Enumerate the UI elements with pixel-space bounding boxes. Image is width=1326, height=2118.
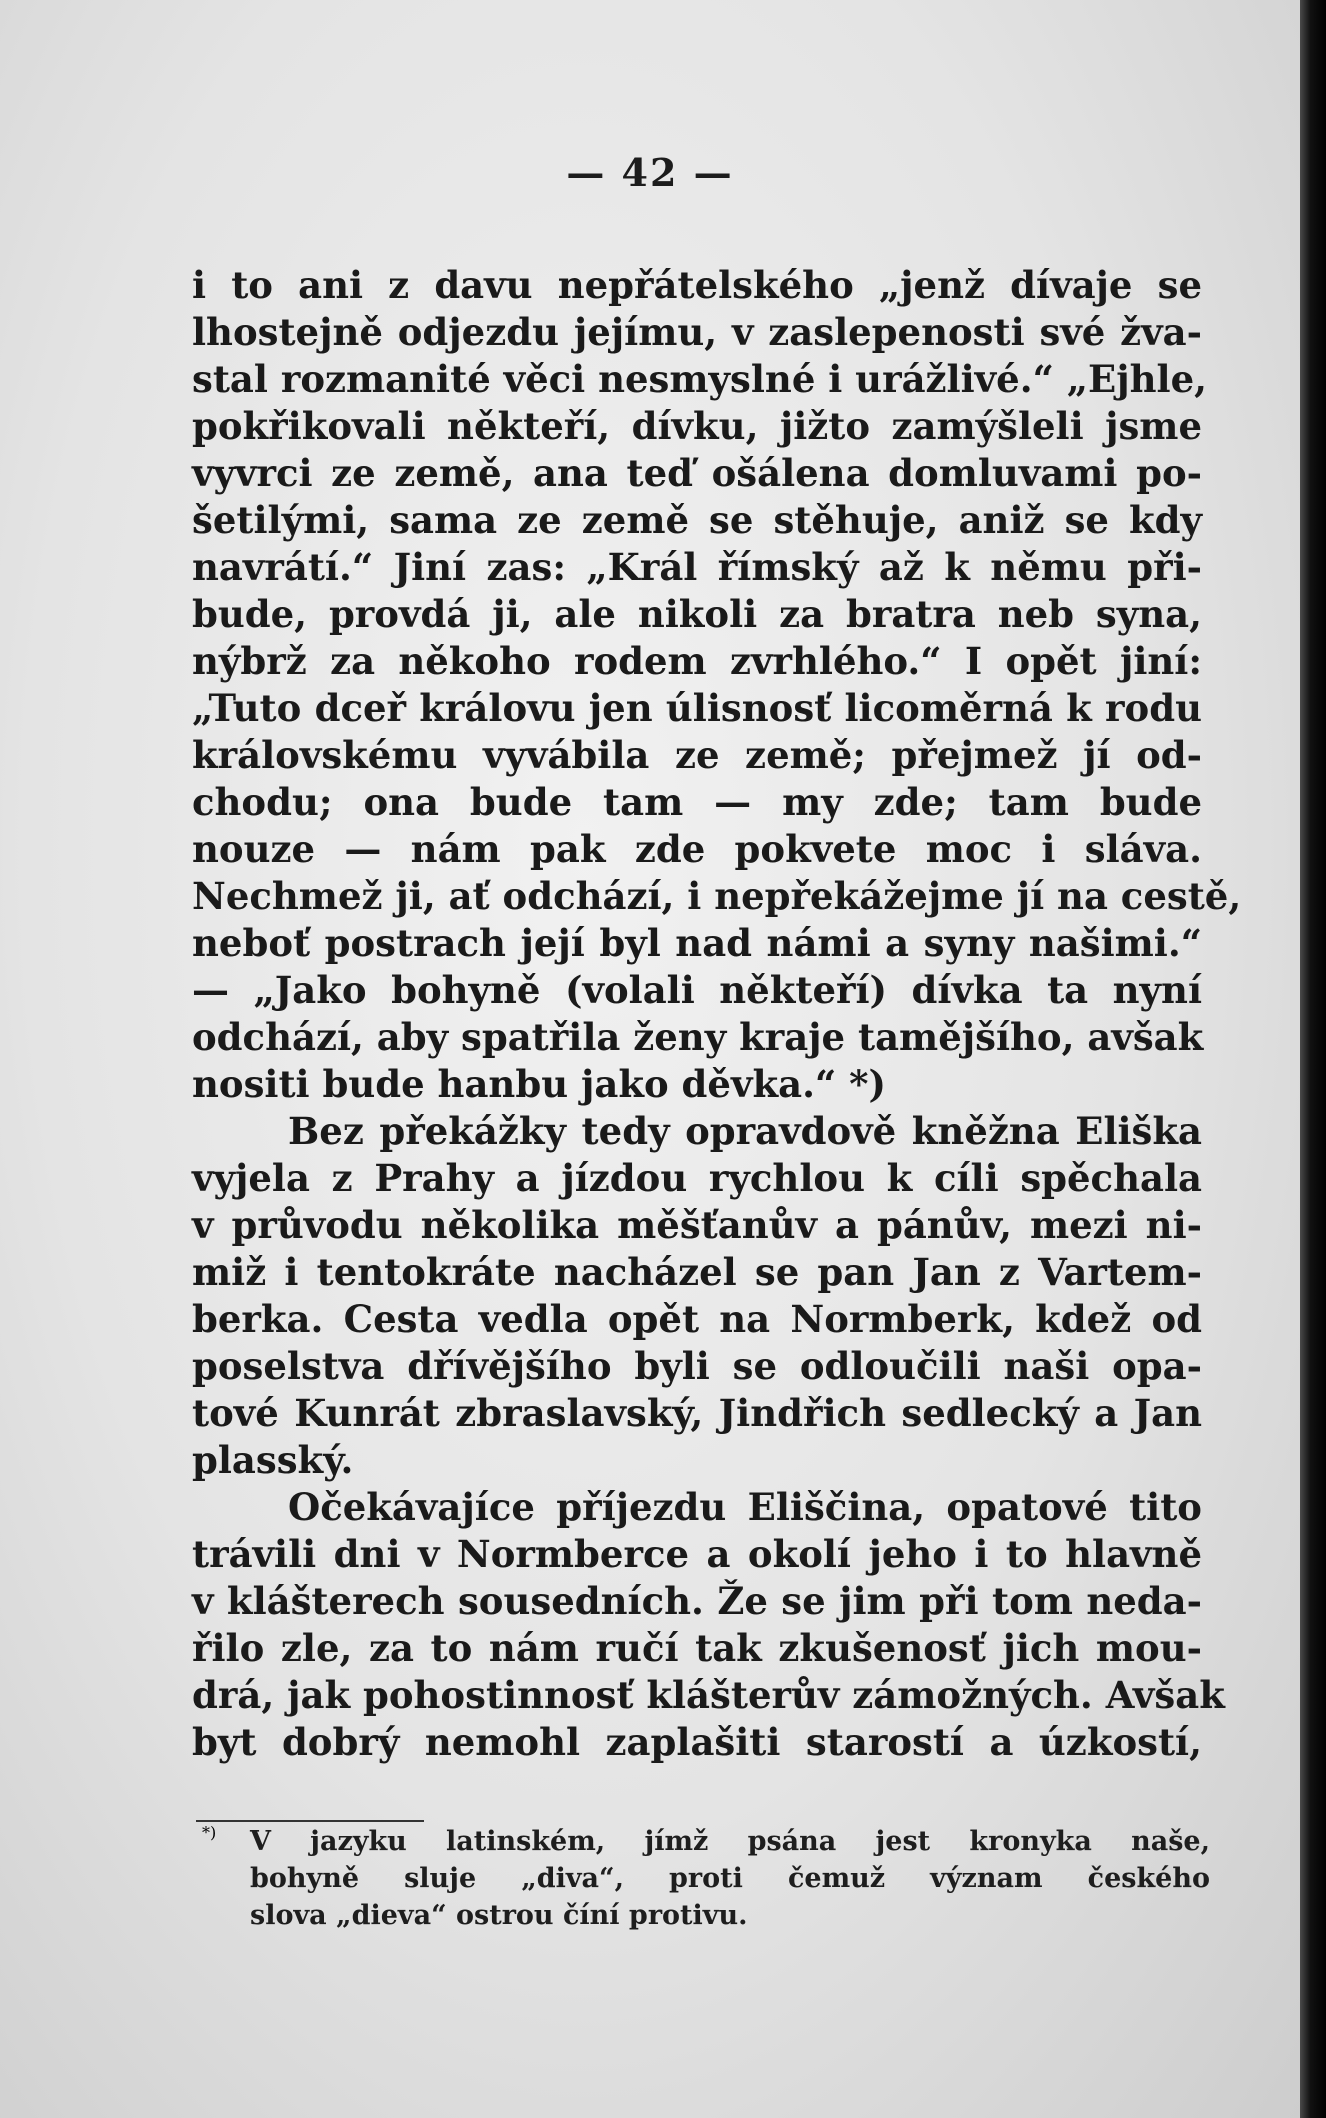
text-line: tové Kunrát zbraslavský, Jindřich sedlecký a Jan: [192, 1391, 1202, 1435]
text-line: odchází, aby spatřila ženy kraje tamějšího, avšak: [192, 1015, 1204, 1059]
text-line: nouze — nám pak zde pokvete moc i sláva.: [192, 827, 1202, 871]
text-line: miž i tentokráte nacházel se pan Jan z Vartem-: [192, 1250, 1202, 1294]
page-number: — 42 —: [566, 150, 734, 195]
text-line: poselstva dřívějšího byli se odloučili naši opa-: [192, 1344, 1202, 1388]
text-line: Očekávajíce příjezdu Eliščina, opatové tito: [288, 1485, 1202, 1529]
text-line: nositi bude hanbu jako děvka.“ *): [192, 1062, 886, 1106]
text-line: navrátí.“ Jiní zas: „Král římský až k němu při-: [192, 545, 1202, 589]
text-line: byt dobrý nemohl zaplašiti starostí a úzkostí,: [192, 1720, 1202, 1764]
footnote: [202, 1823, 1210, 1934]
footnote-lines: [250, 1823, 1210, 1934]
text-line: v klášterech sousedních. Že se jim při tom neda-: [192, 1579, 1202, 1623]
text-line: v průvodu několika měšťanův a pánův, mezi ni-: [192, 1203, 1202, 1247]
text-line: bude, provdá ji, ale nikoli za bratra neb syna,: [192, 592, 1202, 636]
book-spine: [1300, 0, 1326, 2118]
footnote-line: bohyně sluje „diva“, proti čemuž význam českého: [250, 1863, 1210, 1894]
text-line: Nechmež ji, ať odchází, i nepřekážejme jí na cestě,: [192, 874, 1242, 918]
text-line: drá, jak pohostinnosť klášterův zámožných. Avšak: [192, 1673, 1225, 1717]
footnote-line: slova „dieva“ ostrou číní protivu.: [250, 1900, 748, 1931]
text-line: řilo zle, za to nám ručí tak zkušenosť jich mou-: [192, 1626, 1202, 1670]
footnote-line: V jazyku latinském, jímž psána jest kronyka naše,: [250, 1826, 1210, 1857]
text-line: „Tuto dceř královu jen úlisnosť licoměrná k rodu: [192, 686, 1202, 730]
text-line: stal rozmanité věci nesmyslné i urážlivé.“ „Ejhle,: [192, 357, 1208, 401]
text-line: nýbrž za někoho rodem zvrhlého.“ I opět jiní:: [192, 639, 1202, 683]
text-line: královskému vyvábila ze země; přejmež jí od-: [192, 733, 1202, 777]
text-line: trávili dni v Normberce a okolí jeho i to hlavně: [192, 1532, 1202, 1576]
footnote-mark: *): [202, 1823, 217, 1842]
body-text: [192, 262, 1242, 1766]
footnote-rule: [196, 1820, 424, 1822]
text-line: vyjela z Prahy a jízdou rychlou k cíli spěchala: [192, 1156, 1202, 1200]
text-line: pokřikovali někteří, dívku, jižto zamýšleli jsme: [192, 404, 1202, 448]
text-line: Bez překážky tedy opravdově kněžna Eliška: [288, 1109, 1202, 1153]
text-line: vyvrci ze země, ana teď ošálena domluvami po-: [192, 451, 1202, 495]
text-line: berka. Cesta vedla opět na Normberk, kdež od: [192, 1297, 1202, 1341]
text-line: i to ani z davu nepřátelského „jenž dívaje se: [192, 263, 1202, 307]
text-line: — „Jako bohyně (volali někteří) dívka ta nyní: [192, 968, 1202, 1012]
text-line: lhostejně odjezdu jejímu, v zaslepenosti své žva-: [192, 310, 1202, 354]
text-line: šetilými, sama ze země se stěhuje, aniž se kdy: [192, 498, 1202, 542]
text-line: neboť postrach její byl nad námi a syny našimi.“: [192, 921, 1202, 965]
text-line: chodu; ona bude tam — my zde; tam bude: [192, 780, 1202, 824]
text-line: plasský.: [192, 1438, 354, 1482]
